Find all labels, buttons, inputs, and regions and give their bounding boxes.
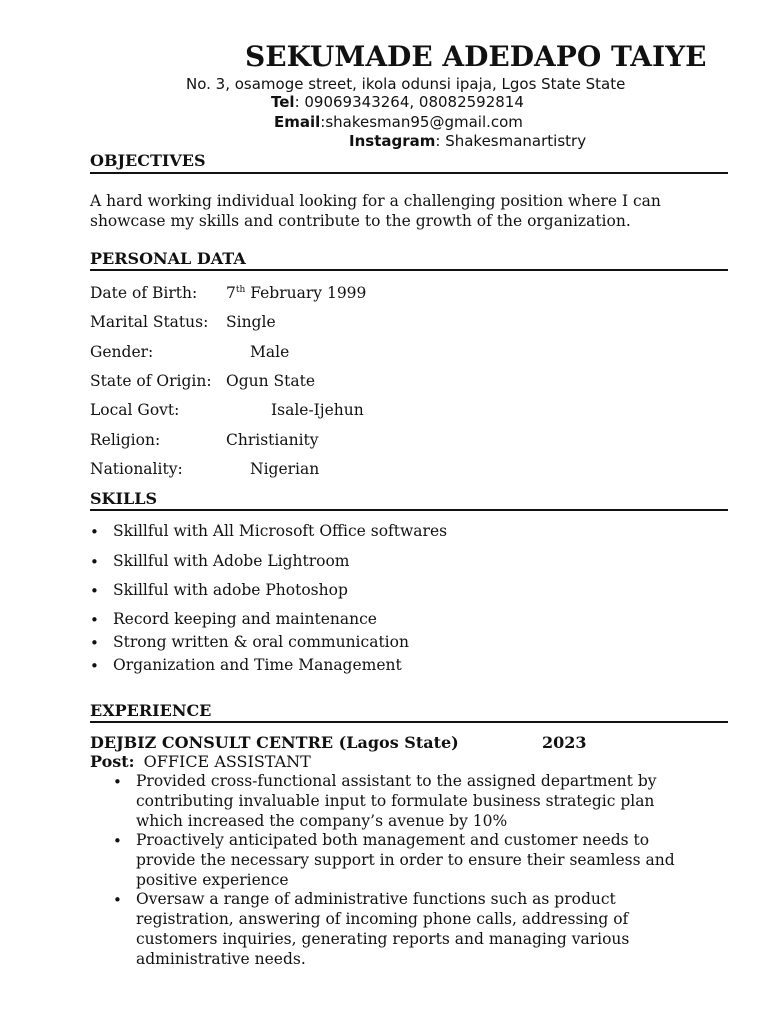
experience-bullet-line: which increased the company’s avenue by 10%	[136, 812, 508, 830]
nationality-label: Nationality:	[90, 460, 183, 478]
bullet-icon: •	[113, 891, 122, 909]
post-line	[90, 752, 311, 771]
local-govt-value: Isale-Ijehun	[271, 401, 364, 419]
email-label: Email	[274, 113, 321, 131]
religion-value: Christianity	[226, 431, 319, 449]
tel-line	[271, 93, 524, 111]
local-govt-label: Local Govt:	[90, 401, 180, 419]
post-label: Post:	[90, 752, 135, 771]
skill-item: Skillful with Adobe Lightroom	[113, 552, 350, 570]
skill-item: Skillful with All Microsoft Office softwares	[113, 522, 448, 540]
bullet-icon: •	[90, 611, 99, 629]
bullet-icon: •	[90, 582, 99, 600]
marital-status-label: Marital Status:	[90, 313, 209, 331]
skill-item: Record keeping and maintenance	[113, 610, 377, 628]
experience-bullet-line: customers inquiries, generating reports and managing various	[136, 930, 630, 948]
personal-data-heading: PERSONAL DATA	[90, 249, 246, 268]
state-origin-label: State of Origin:	[90, 372, 212, 390]
objectives-line-1: A hard working individual looking for a challenging position where I can	[90, 192, 661, 210]
skill-item: Strong written & oral communication	[113, 633, 409, 651]
bullet-icon: •	[113, 832, 122, 850]
state-origin-value: Ogun State	[226, 372, 316, 390]
company-name: DEJBIZ CONSULT CENTRE (Lagos State)	[90, 733, 459, 752]
personal-data-rule	[90, 269, 728, 271]
bullet-icon: •	[90, 634, 99, 652]
instagram-value: : Shakesmanartistry	[435, 132, 587, 150]
experience-bullet-line: registration, answering of incoming phone calls, addressing of	[136, 910, 629, 928]
nationality-value: Nigerian	[250, 460, 320, 478]
skills-rule	[90, 509, 728, 511]
experience-bullet-line: Oversaw a range of administrative functions such as product	[136, 890, 616, 908]
experience-bullet-line: positive experience	[136, 871, 289, 889]
tel-label: Tel	[271, 93, 295, 111]
instagram-label: Instagram	[349, 132, 436, 150]
gender-value: Male	[250, 343, 290, 361]
experience-heading: EXPERIENCE	[90, 701, 212, 720]
objectives-rule	[90, 172, 728, 174]
resume-name: SEKUMADE ADEDAPO TAIYE	[245, 40, 707, 73]
skills-heading: SKILLS	[90, 489, 157, 508]
experience-bullet-line: Provided cross-functional assistant to the assigned department by	[136, 772, 657, 790]
dob-label: Date of Birth:	[90, 284, 198, 302]
experience-bullet-line: contributing invaluable input to formulate business strategic plan	[136, 792, 655, 810]
experience-bullet-line: provide the necessary support in order to ensure their seamless and	[136, 851, 675, 869]
skill-item: Organization and Time Management	[113, 656, 402, 674]
email-line	[274, 113, 523, 131]
objectives-heading: OBJECTIVES	[90, 151, 206, 170]
bullet-icon: •	[90, 523, 99, 541]
tel-value: : 09069343264, 08082592814	[294, 93, 524, 111]
post-value: OFFICE ASSISTANT	[143, 752, 311, 771]
bullet-icon: •	[90, 657, 99, 675]
bullet-icon: •	[113, 773, 122, 791]
experience-bullet-line: administrative needs.	[136, 950, 306, 968]
dob-value: 7th February 1999	[226, 284, 367, 302]
instagram-line	[349, 132, 586, 150]
email-value: :shakesman95@gmail.com	[320, 113, 523, 131]
gender-label: Gender:	[90, 343, 154, 361]
experience-bullet-line: Proactively anticipated both management and customer needs to	[136, 831, 650, 849]
objectives-line-2: showcase my skills and contribute to the growth of the organization.	[90, 212, 631, 230]
skill-item: Skillful with adobe Photoshop	[113, 581, 348, 599]
company-year: 2023	[542, 733, 587, 752]
bullet-icon: •	[90, 553, 99, 571]
address-line: No. 3, osamoge street, ikola odunsi ipaja, Lgos State State	[186, 75, 626, 93]
experience-rule	[90, 721, 728, 723]
religion-label: Religion:	[90, 431, 161, 449]
marital-status-value: Single	[226, 313, 276, 331]
